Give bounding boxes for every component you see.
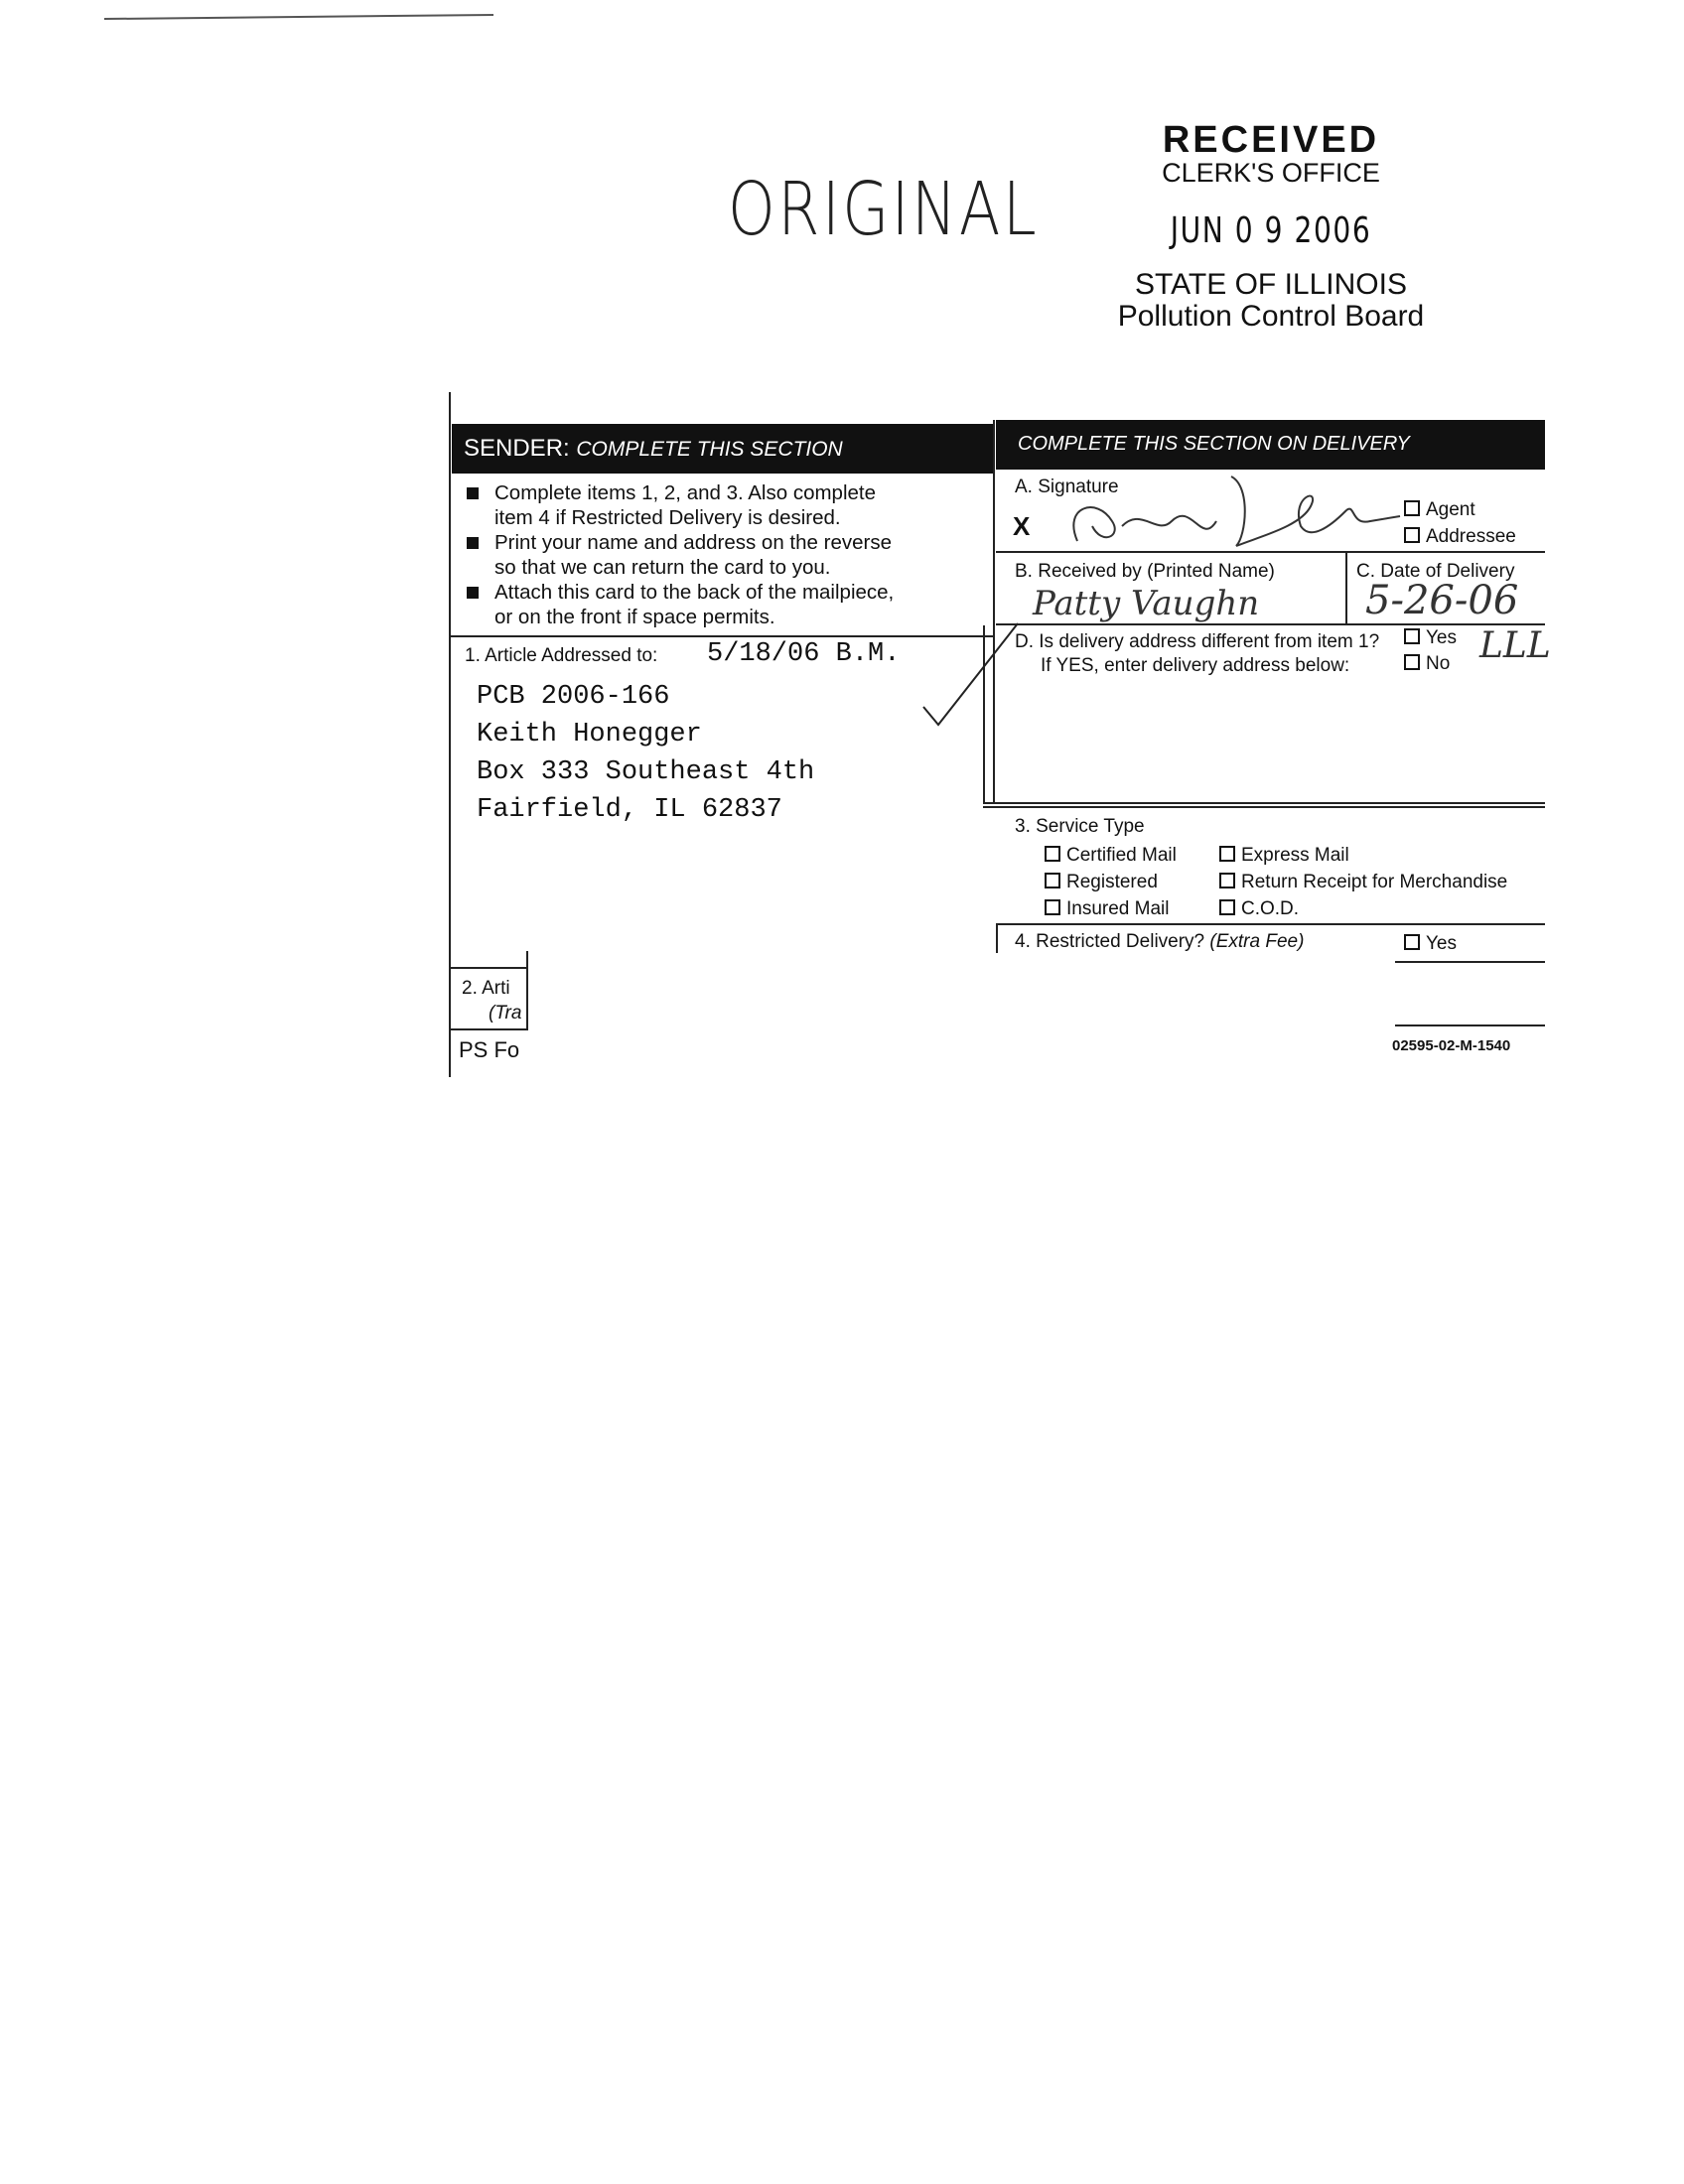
instruction-3 [465, 580, 961, 629]
restricted-yes-label: Yes [1426, 933, 1457, 954]
instruction-1 [465, 480, 961, 530]
item2-cut-edge [526, 951, 528, 1030]
scan-edge-line [104, 14, 493, 20]
addressee-checkbox[interactable] [1404, 527, 1420, 543]
restricted-underline [1395, 961, 1545, 963]
item1-date-note: 5/18/06 B.M. [707, 639, 901, 669]
state-name: STATE OF ILLINOIS [1135, 268, 1407, 301]
date-of-delivery-label: C. Date of Delivery [1356, 561, 1515, 582]
instructions-divider [449, 635, 993, 637]
sender-header-bar [452, 424, 993, 474]
service-left-column [1045, 842, 1177, 922]
registered-checkbox[interactable] [1045, 873, 1060, 888]
d-no-option[interactable] [1404, 653, 1450, 675]
check-mark-icon [918, 615, 1028, 735]
express-mail-label: Express Mail [1241, 845, 1349, 866]
item1-label: 1. Article Addressed to: [465, 645, 658, 666]
form-number-rule [1395, 1024, 1545, 1026]
delivery-header-bar: COMPLETE THIS SECTION ON DELIVERY [996, 420, 1545, 470]
certified-mail-checkbox[interactable] [1045, 846, 1060, 862]
sender-bar-label: SENDER: [464, 435, 570, 462]
form-number: 02595-02-M-1540 [1392, 1037, 1511, 1054]
d-label: D. Is delivery address different from item 1? [1015, 631, 1380, 652]
instruction-2 [465, 530, 961, 580]
service-type-label: 3. Service Type [1015, 816, 1145, 837]
handwritten-signature [1003, 467, 1420, 556]
addressee-label: Addressee [1426, 526, 1516, 547]
insured-mail-checkbox[interactable] [1045, 899, 1060, 915]
ps-form-label: PS Fo [459, 1037, 520, 1062]
address-line-2: Keith Honegger [477, 720, 702, 750]
handwritten-initials: LLL [1479, 625, 1551, 666]
bullet-square-icon [467, 487, 479, 499]
item2-top-line [449, 967, 528, 969]
address-line-3: Box 333 Southeast 4th [477, 757, 815, 787]
bullet-square-icon [467, 587, 479, 599]
service-cod[interactable] [1219, 895, 1507, 922]
insured-mail-label: Insured Mail [1066, 898, 1170, 919]
d-no-label: No [1426, 653, 1451, 674]
agent-checkbox[interactable] [1404, 500, 1420, 516]
service-express-mail[interactable] [1219, 842, 1507, 869]
addressee-option[interactable] [1404, 526, 1516, 548]
service-return-receipt[interactable] [1219, 869, 1507, 895]
item2-sub: (Tra [489, 1003, 522, 1024]
return-receipt-checkbox[interactable] [1219, 873, 1235, 888]
card-left-edge [449, 392, 451, 1077]
received-title: RECEIVED [1162, 119, 1380, 161]
certified-mail-label: Certified Mail [1066, 845, 1177, 866]
instruction-3-line-1: Attach this card to the back of the mailpiece, [494, 581, 895, 604]
b-row-divider [996, 623, 1545, 625]
d-yes-checkbox[interactable] [1404, 628, 1420, 644]
agent-option[interactable] [1404, 499, 1475, 521]
restricted-delivery-label [1015, 931, 1304, 953]
received-by-label: B. Received by (Printed Name) [1015, 561, 1275, 582]
signature-label: A. Signature [1015, 477, 1119, 497]
d-no-checkbox[interactable] [1404, 654, 1420, 670]
clerk-office: CLERK'S OFFICE [1162, 158, 1380, 188]
restricted-yes-option[interactable] [1404, 933, 1457, 955]
received-stamp [1072, 121, 1470, 333]
signature-x-mark: X [1013, 511, 1031, 541]
agent-label: Agent [1426, 499, 1475, 520]
instruction-1-line-1: Complete items 1, 2, and 3. Also complete [494, 481, 877, 504]
sender-bar-italic: COMPLETE THIS SECTION [576, 438, 843, 461]
return-receipt-label: Return Receipt for Merchandise [1241, 872, 1508, 892]
printed-name-handwritten: Patty Vaughn [1033, 584, 1260, 623]
card-center-divider [993, 420, 995, 802]
address-block [477, 678, 814, 829]
service-divider [996, 923, 1545, 925]
b-c-divider [1345, 551, 1347, 625]
bullet-square-icon [467, 537, 479, 549]
service-certified-mail[interactable] [1045, 842, 1177, 869]
ps-form-top-line [449, 1028, 528, 1030]
service-insured-mail[interactable] [1045, 895, 1177, 922]
restricted-fee-text: (Extra Fee) [1209, 931, 1305, 952]
cod-label: C.O.D. [1241, 898, 1300, 919]
instruction-1-line-2: item 4 if Restricted Delivery is desired. [494, 506, 841, 529]
board-name: Pollution Control Board [1117, 300, 1425, 333]
d-sub-label: If YES, enter delivery address below: [1041, 655, 1350, 676]
instruction-2-line-1: Print your name and address on the reverse [494, 531, 892, 554]
signature-divider [996, 551, 1545, 553]
sender-instructions [465, 480, 961, 629]
service-registered[interactable] [1045, 869, 1177, 895]
d-yes-label: Yes [1426, 627, 1457, 648]
item2-label: 2. Arti [462, 978, 510, 999]
restricted-yes-checkbox[interactable] [1404, 934, 1420, 950]
d-box-bottom-line-2 [983, 806, 1545, 808]
d-yes-option[interactable] [1404, 627, 1457, 649]
instruction-2-line-2: so that we can return the card to you. [494, 556, 831, 579]
registered-label: Registered [1066, 872, 1158, 892]
d-box-bottom-line [983, 802, 1545, 804]
instruction-3-line-2: or on the front if space permits. [494, 606, 775, 628]
address-line-4: Fairfield, IL 62837 [477, 795, 782, 825]
original-stamp: ORIGINAL [728, 167, 1040, 252]
service-right-column [1219, 842, 1507, 922]
express-mail-checkbox[interactable] [1219, 846, 1235, 862]
received-date: JUN 0 9 2006 [1170, 210, 1372, 251]
restricted-label-text: 4. Restricted Delivery? [1015, 931, 1205, 952]
address-line-1: PCB 2006-166 [477, 682, 670, 712]
delivery-date-handwritten: 5-26-06 [1365, 578, 1519, 623]
cod-checkbox[interactable] [1219, 899, 1235, 915]
restricted-left-tick [996, 923, 998, 953]
